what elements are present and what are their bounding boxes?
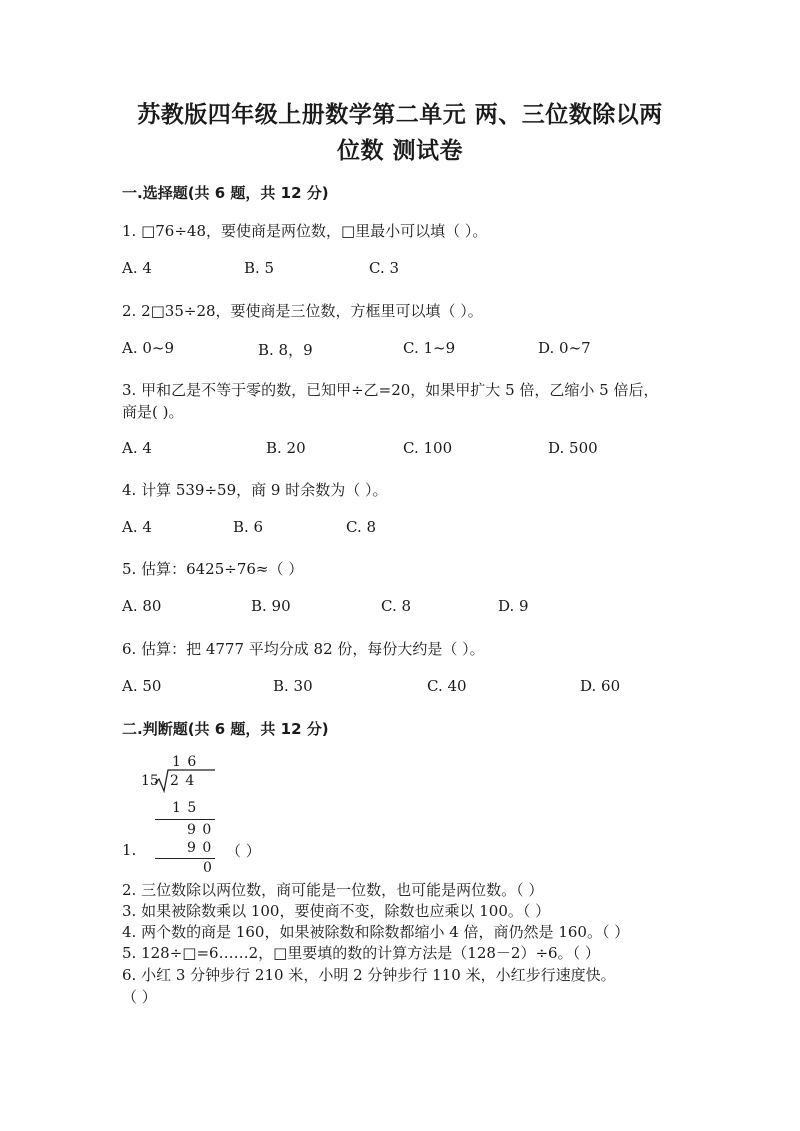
- option-1a: A. 4: [122, 259, 152, 277]
- option-4a: A. 4: [122, 518, 152, 536]
- division-step-1: 1 5: [172, 800, 198, 816]
- question-3-line2: 商是( )。: [122, 403, 184, 421]
- division-step-2: 9 0: [187, 822, 213, 838]
- option-5a: A. 80: [122, 597, 162, 615]
- option-5c: C. 8: [381, 597, 412, 615]
- option-5b: B. 90: [251, 597, 291, 615]
- page-title-line2: 位数 测试卷: [336, 138, 463, 164]
- division-remainder: 0: [203, 860, 212, 876]
- option-6d: D. 60: [580, 677, 621, 695]
- section-heading-choice: 一.选择题(共 6 题，共 12 分): [122, 184, 329, 202]
- option-2c: C. 1~9: [403, 339, 456, 357]
- page-title: 苏教版四年级上册数学第二单元 两、三位数除以两: [137, 102, 663, 128]
- judgement-3: 3. 如果被除数乘以 100，要使商不变，除数也应乘以 100。（ ）: [122, 902, 551, 920]
- division-line-1: [155, 819, 215, 820]
- judgement-1-number: 1.: [122, 841, 137, 859]
- question-1: 1. □76÷48，要使商是两位数，□里最小可以填（ ）。: [122, 222, 488, 240]
- option-4c: C. 8: [346, 518, 377, 536]
- question-6: 6. 估算：把 4777 平均分成 82 份，每份大约是（ ）。: [122, 640, 485, 658]
- option-3d: D. 500: [548, 439, 598, 457]
- question-3: 3. 甲和乙是不等于零的数，已知甲÷乙=20，如果甲扩大 5 倍，乙缩小 5 倍后，: [122, 381, 659, 399]
- division-dividend: 2 4: [170, 773, 196, 789]
- option-6a: A. 50: [122, 677, 162, 695]
- question-2: 2. 2□35÷28，要使商是三位数，方框里可以填（ ）。: [122, 302, 483, 320]
- division-divisor: 15: [141, 773, 159, 789]
- option-6b: B. 30: [273, 677, 313, 695]
- option-3b: B. 20: [266, 439, 306, 457]
- judgement-6-paren: （ ）: [122, 988, 157, 1006]
- option-6c: C. 40: [427, 677, 467, 695]
- judgement-4: 4. 两个数的商是 160，如果被除数和除数都缩小 4 倍，商仍然是 160。（ ）: [122, 923, 630, 941]
- option-5d: D. 9: [498, 597, 529, 615]
- division-quotient: 1 6: [172, 754, 198, 770]
- option-4b: B. 6: [233, 518, 264, 536]
- division-line-2: [155, 858, 215, 859]
- division-step-3: 9 0: [187, 840, 213, 856]
- judgement-6: 6. 小红 3 分钟步行 210 米，小明 2 分钟步行 110 米，小红步行速度快。: [122, 966, 616, 984]
- option-1b: B. 5: [244, 259, 275, 277]
- option-2a: A. 0~9: [122, 339, 175, 357]
- option-3c: C. 100: [403, 439, 453, 457]
- option-2d: D. 0~7: [538, 339, 591, 357]
- option-3a: A. 4: [122, 439, 152, 457]
- option-2b: B. 8，9: [258, 341, 313, 359]
- judgement-5: 5. 128÷□=6……2，□里要填的数的计算方法是（128－2）÷6。（ ）: [122, 944, 600, 962]
- section-heading-judgement: 二.判断题(共 6 题，共 12 分): [122, 720, 329, 738]
- question-4: 4. 计算 539÷59，商 9 时余数为（ ）。: [122, 481, 388, 499]
- option-1c: C. 3: [369, 259, 400, 277]
- judgement-1-paren: （ ）: [226, 842, 261, 860]
- judgement-2: 2. 三位数除以两位数，商可能是一位数，也可能是两位数。（ ）: [122, 881, 544, 899]
- question-5: 5. 估算：6425÷76≈（ ）: [122, 560, 304, 578]
